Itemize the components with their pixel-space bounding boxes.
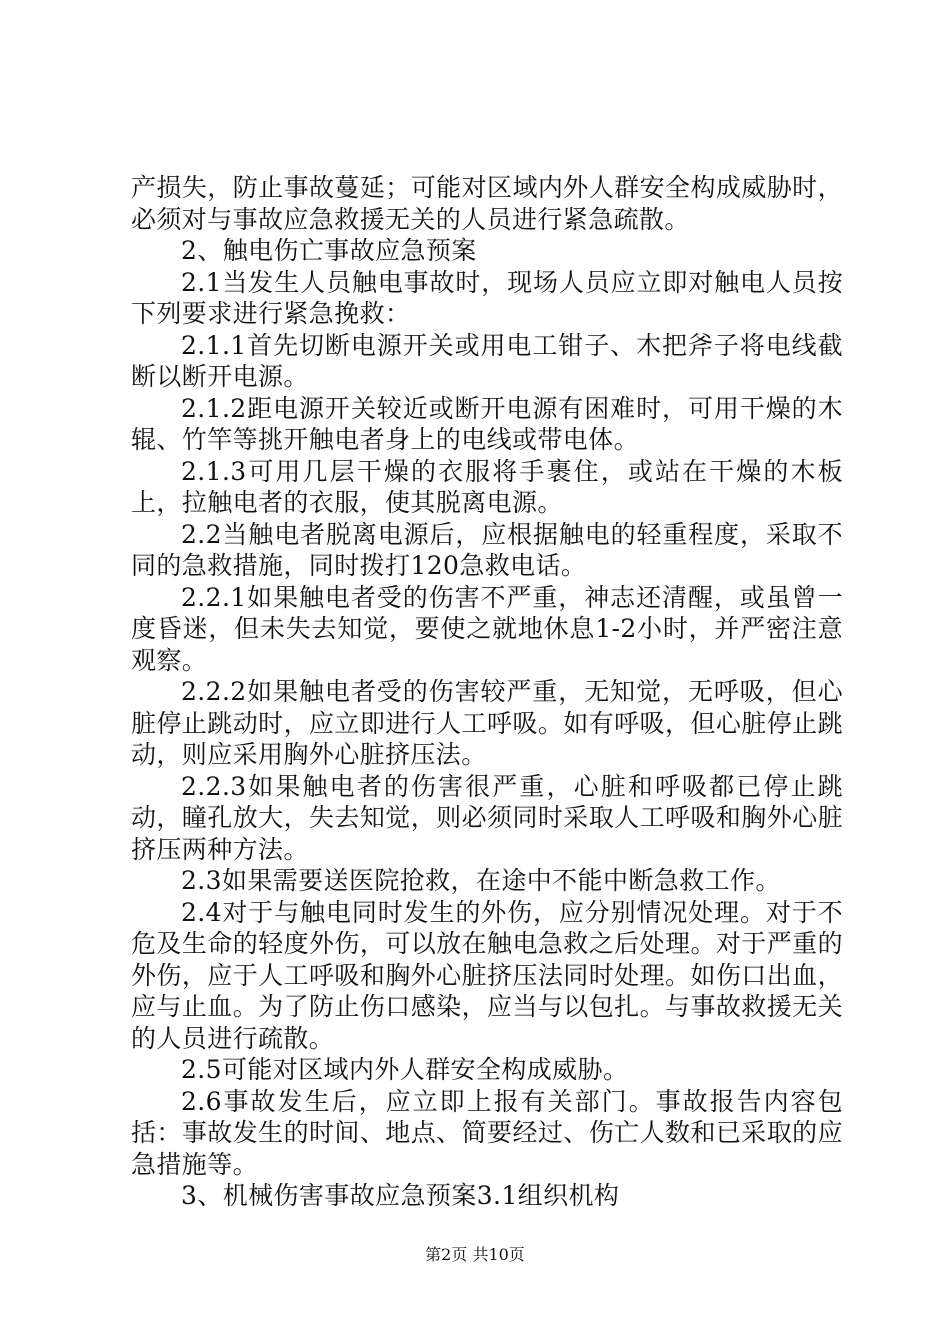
paragraph-2-2: 2.2当触电者脱离电源后，应根据触电的轻重程度，采取不同的急救措施，同时拨打120急救电话。 bbox=[131, 519, 843, 580]
paragraph-continuation: 产损失，防止事故蔓延；可能对区域内外人群安全构成威胁时，必须对与事故应急救援无关的人员进行紧急疏散。 bbox=[131, 173, 843, 234]
paragraph-2-1-2: 2.1.2距电源开关较近或断开电源有困难时，可用干燥的木辊、竹竿等挑开触电者身上的电线或带电体。 bbox=[131, 393, 843, 454]
paragraph-2-3: 2.3如果需要送医院抢救，在途中不能中断急救工作。 bbox=[181, 866, 781, 895]
paragraph-2-2-3: 2.2.3如果触电者的伤害很严重，心脏和呼吸都已停止跳动，瞳孔放大，失去知觉，则必须同时采取人工呼吸和胸外心脏挤压两种方法。 bbox=[131, 771, 843, 864]
paragraph-2-1-1: 2.1.1首先切断电源开关或用电工钳子、木把斧子将电线截断以断开电源。 bbox=[131, 330, 843, 391]
paragraph-2-1-3: 2.1.3可用几层干燥的衣服将手裹住，或站在干燥的木板上，拉触电者的衣服，使其脱离电源。 bbox=[131, 456, 843, 517]
paragraph-2-2-1: 2.2.1如果触电者受的伤害不严重，神志还清醒，或虽曾一度昏迷，但未失去知觉，要使之就地休息1-2小时，并严密注意观察。 bbox=[131, 582, 843, 675]
document-body bbox=[131, 172, 843, 1212]
section-heading-electric-shock: 2、触电伤亡事故应急预案 bbox=[181, 236, 477, 265]
paragraph-2-1: 2.1当发生人员触电事故时，现场人员应立即对触电人员按下列要求进行紧急挽救： bbox=[131, 267, 843, 328]
paragraph-2-4: 2.4对于与触电同时发生的外伤，应分别情况处理。对于不危及生命的轻度外伤，可以放在触电急救之后处理。对于严重的外伤，应于人工呼吸和胸外心脏挤压法同时处理。如伤口出血，应与止血。为了防止伤口感染，应当与以包扎。与事故救援无关的人员进行疏散。 bbox=[131, 897, 843, 1053]
paragraph-2-6: 2.6事故发生后，应立即上报有关部门。事故报告内容包括：事故发生的时间、地点、简要经过、伤亡人数和已采取的应急措施等。 bbox=[131, 1086, 843, 1179]
paragraph-2-5: 2.5可能对区域内外人群安全构成威胁。 bbox=[181, 1055, 629, 1084]
paragraph-2-2-2: 2.2.2如果触电者受的伤害较严重，无知觉，无呼吸，但心脏停止跳动时，应立即进行人工呼吸。如有呼吸，但心脏停止跳动，则应采用胸外心脏挤压法。 bbox=[131, 677, 843, 769]
section-heading-mechanical-injury: 3、机械伤害事故应急预案3.1组织机构 bbox=[181, 1181, 620, 1210]
page-footer: 第2页 共10页 bbox=[425, 1245, 525, 1264]
